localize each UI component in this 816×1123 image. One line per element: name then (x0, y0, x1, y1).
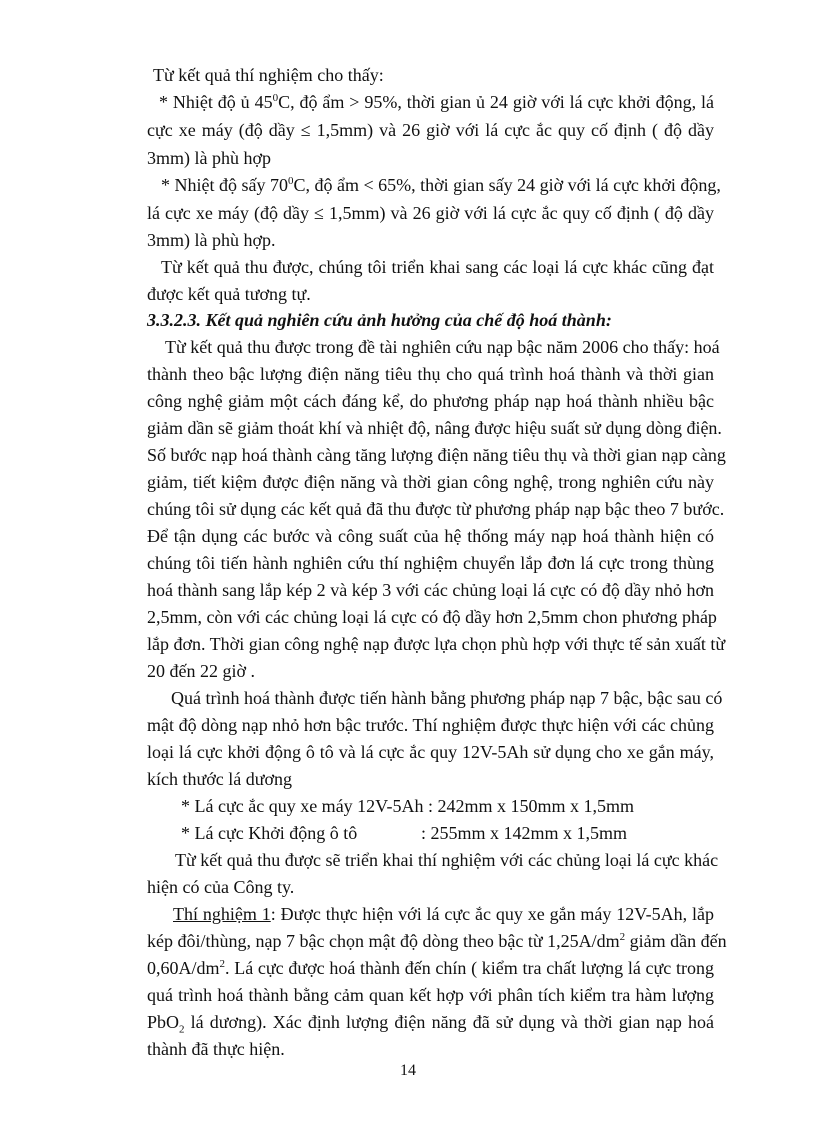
paragraph-line: quá trình hoá thành bằng cảm quan kết hợp với phân tích kiểm tra hàm lượng (147, 985, 714, 1005)
section-heading: 3.3.2.3. Kết quả nghiên cứu ảnh hưởng của chế độ hoá thành: (147, 310, 612, 330)
paragraph-line: Từ kết quả thí nghiệm cho thấy: (153, 65, 384, 85)
paragraph-line: lắp đơn. Thời gian công nghệ nạp được lựa chọn phù hợp với thực tế sản xuất từ (147, 634, 726, 654)
paragraph-line: Từ kết quả thu được, chúng tôi triển khai sang các loại lá cực khác cũng đạt (161, 257, 714, 277)
paragraph-line: cực xe máy (độ dầy ≤ 1,5mm) và 26 giờ với lá cực ắc quy cố định ( độ dầy (147, 120, 714, 140)
paragraph-line: giảm, tiết kiệm được điện năng và thời gian công nghệ, trong nghiên cứu này (147, 472, 714, 492)
paragraph-line: 2,5mm, còn với các chủng loại lá cực có độ dầy hơn 2,5mm chon phương pháp (147, 607, 717, 627)
bullet-drying: * Nhiệt độ sấy $70^0C$, độ ẩm < 65%, thời gian sấy 24 giờ với lá cực khởi động, (161, 175, 721, 195)
experiment-1-line: Thí nghiệm 1: Được thực hiện với lá cực ắc quy xe gắn máy 12V-5Ah, lắp (173, 904, 714, 924)
paragraph-line: 20 đến 22 giờ . (147, 661, 256, 681)
paragraph-line: loại lá cực khởi động ô tô và lá cực ắc quy 12V-5Ah sử dụng cho xe gắn máy, (147, 742, 714, 762)
paragraph-line: hiện có của Công ty. (147, 877, 295, 897)
bullet-incubation: * Nhiệt độ ủ $45^0C$, độ ẩm > 95%, thời gian ủ 24 giờ với lá cực khởi động, lá (159, 92, 714, 112)
paragraph-line: được kết quả tương tự. (147, 284, 311, 304)
paragraph-line: chúng tôi sử dụng các kết quả đã thu được từ phương pháp nạp bậc theo 7 bước. (147, 499, 725, 519)
paragraph-line: công nghệ giảm một cách đáng kể, do phương pháp nạp hoá thành nhiều bậc (147, 391, 714, 411)
paragraph-line: thành đã thực hiện. (147, 1039, 285, 1059)
paragraph-line: Từ kết quả thu được trong đề tài nghiên cứu nạp bậc năm 2006 cho thấy: hoá (165, 337, 720, 357)
paragraph-line: hoá thành sang lắp kép 2 và kép 3 với các chủng loại lá cực có độ dầy nhỏ hơn (147, 580, 714, 600)
paragraph-line: kép đôi/thùng, nạp 7 bậc chọn mật độ dòng theo bậc từ $1,25A/dm^2$ giảm dần đến (147, 931, 727, 951)
paragraph-line: Từ kết quả thu được sẽ triển khai thí nghiệm với các chủng loại lá cực khác (175, 850, 719, 870)
paragraph-line: $0,60A/dm^2$. Lá cực được hoá thành đến chín ( kiểm tra chất lượng lá cực trong (147, 958, 714, 978)
spec-starter-plate-label: * Lá cực Khởi động ô tô (181, 823, 358, 843)
paragraph-line: PbO$_2$ lá dương). Xác định lượng điện năng đã sử dụng và thời gian nạp hoá (147, 1012, 714, 1036)
paragraph-line: 3mm) là phù hợp (147, 148, 272, 168)
paragraph-line: kích thước lá dương (147, 769, 293, 789)
paragraph-line: mật độ dòng nạp nhỏ hơn bậc trước. Thí nghiệm được thực hiện với các chủng (147, 715, 714, 735)
paragraph-line: Quá trình hoá thành được tiến hành bằng phương pháp nạp 7 bậc, bậc sau có (171, 688, 723, 708)
spec-motorbike-plate: * Lá cực ắc quy xe máy 12V-5Ah : 242mm x 150mm x 1,5mm (181, 796, 635, 816)
page-number: 14 (400, 1062, 416, 1079)
paragraph-line: 3mm) là phù hợp. (147, 230, 276, 250)
paragraph-line: lá cực xe máy (độ dầy ≤ 1,5mm) và 26 giờ với lá cực ắc quy cố định ( độ dầy (147, 203, 714, 223)
paragraph-line: Số bước nạp hoá thành càng tăng lượng điện năng tiêu thụ và thời gian nạp càng (147, 445, 726, 465)
paragraph-line: Để tận dụng các bước và công suất của hệ thống máy nạp hoá thành hiện có (147, 526, 714, 546)
paragraph-line: giảm dần sẽ giảm thoát khí và nhiệt độ, nâng được hiệu suất sử dụng dòng điện. (147, 418, 722, 438)
paragraph-line: thành theo bậc lượng điện năng tiêu thụ cho quá trình hoá thành và thời gian (147, 364, 714, 384)
experiment-1-label: Thí nghiệm 1 (173, 904, 271, 924)
paragraph-line: chúng tôi tiến hành nghiên cứu thí nghiệm chuyển lắp đơn lá cực trong thùng (147, 553, 714, 573)
spec-starter-plate-size: : 255mm x 142mm x 1,5mm (421, 823, 628, 843)
